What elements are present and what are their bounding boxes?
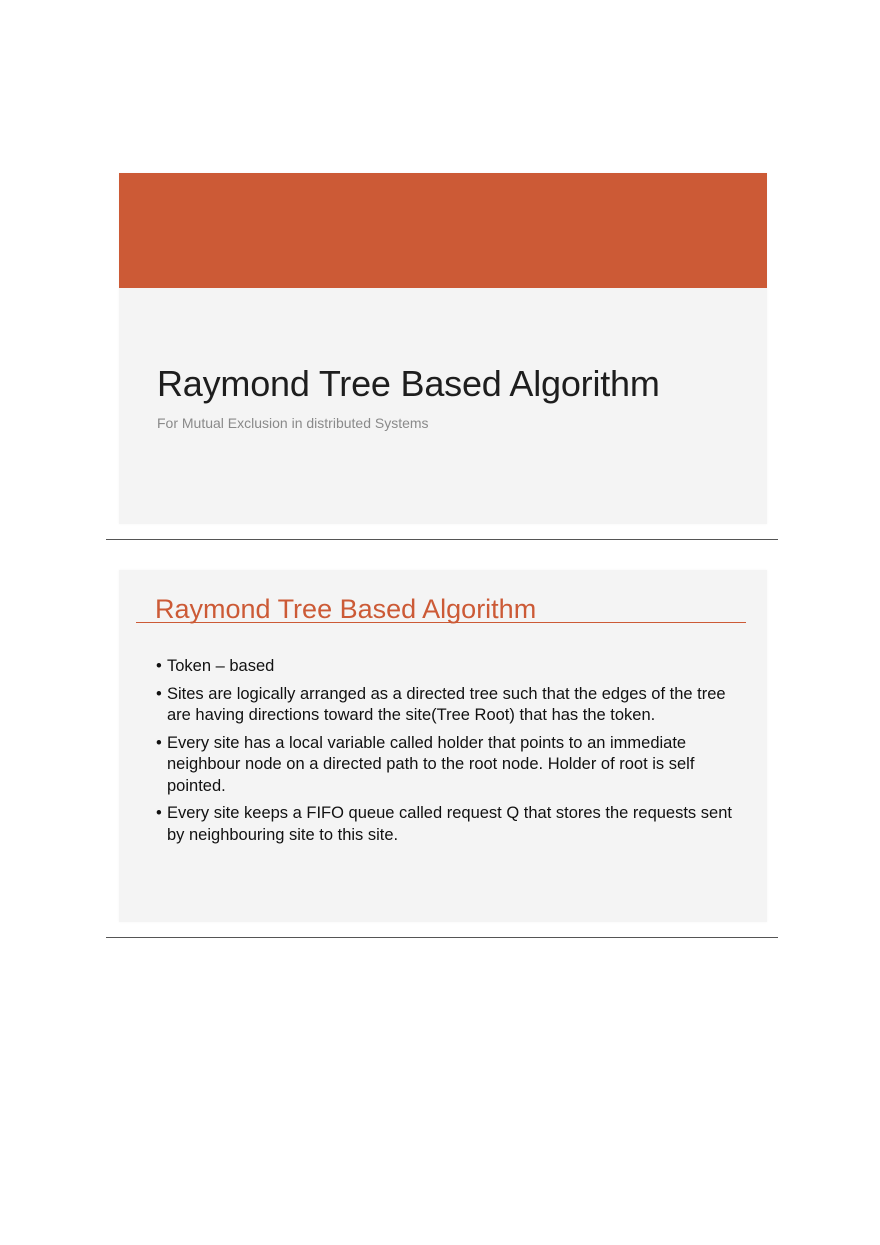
slide-1-title: Raymond Tree Based Algorithm	[157, 363, 660, 404]
bullet-list	[156, 656, 736, 852]
bullet-text: Every site has a local variable called holder that points to an immediate neighbour node on a directed path to the root node. Holder of root is self pointed.	[167, 733, 695, 795]
slide-2-title-underline	[136, 622, 746, 623]
bullet-dot-icon: •	[156, 804, 162, 822]
bullet-item	[156, 656, 736, 678]
bullet-text: Every site keeps a FIFO queue called request Q that stores the requests sent by neighbouring site to this site.	[167, 804, 732, 844]
bullet-item	[156, 803, 736, 846]
slide-2	[119, 570, 767, 922]
bullet-item	[156, 684, 736, 727]
page-separator-top	[106, 539, 778, 540]
bullet-text: Sites are logically arranged as a directed tree such that the edges of the tree are having directions toward the site(Tree Root) that has the token.	[167, 684, 726, 724]
page-separator-bottom	[106, 937, 778, 938]
slide-1	[119, 173, 767, 524]
bullet-dot-icon: •	[156, 684, 162, 703]
bullet-text: Token – based	[167, 657, 275, 675]
bullet-dot-icon: •	[156, 657, 162, 675]
bullet-dot-icon: •	[156, 733, 162, 752]
slide-2-title: Raymond Tree Based Algorithm	[155, 594, 537, 624]
slide-1-subtitle: For Mutual Exclusion in distributed Systems	[157, 415, 429, 431]
bullet-item	[156, 733, 736, 798]
slide-1-banner	[119, 173, 767, 288]
